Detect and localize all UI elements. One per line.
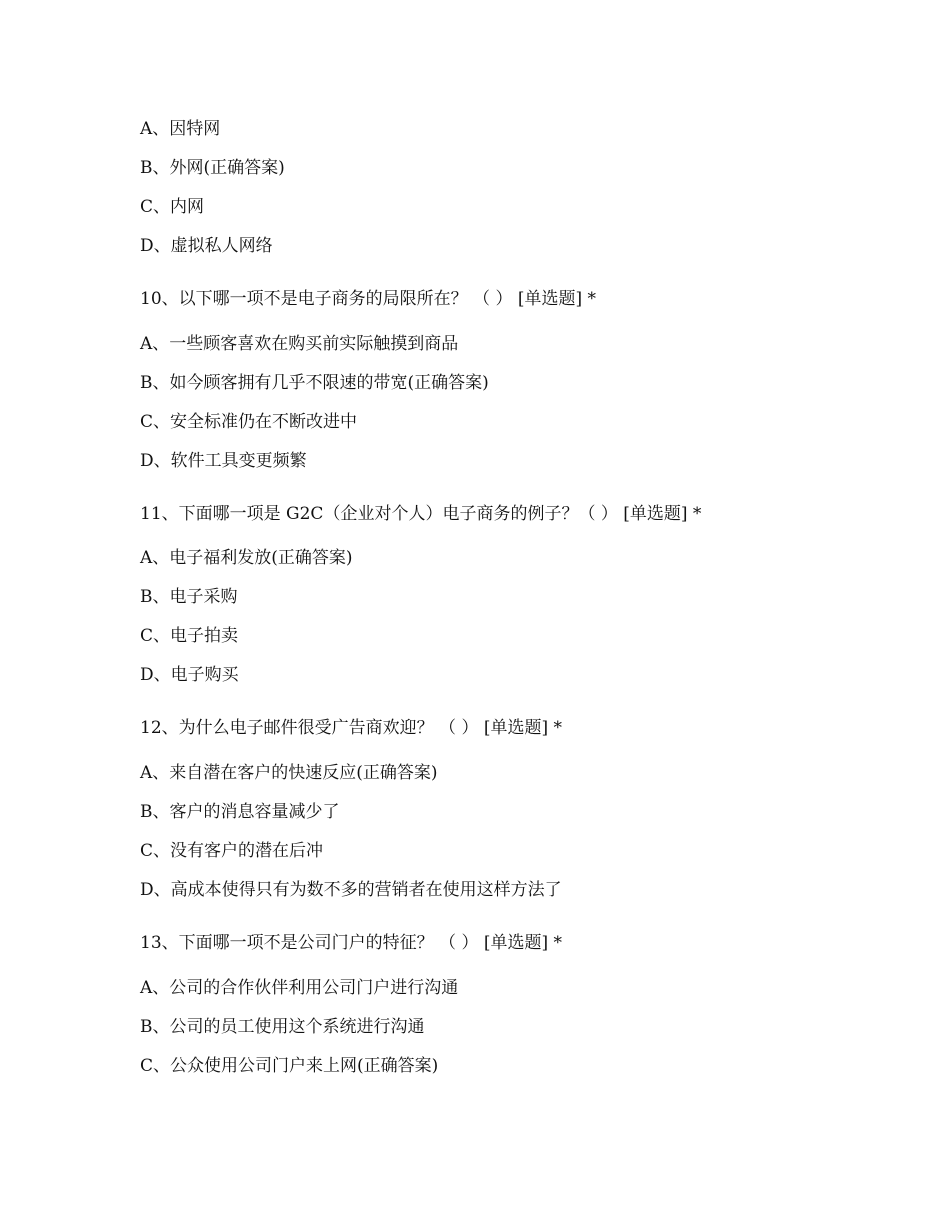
option-a: A、来自潜在客户的快速反应(正确答案): [140, 763, 438, 783]
question-13: 13、下面哪一项不是公司门户的特征？ （ ） [单选题] *: [140, 933, 563, 953]
option-b: B、如今顾客拥有几乎不限速的带宽(正确答案): [140, 373, 489, 393]
option-d: D、虚拟私人网络: [140, 236, 273, 256]
option-c: C、公众使用公司门户来上网(正确答案): [140, 1056, 439, 1076]
option-c: C、电子拍卖: [140, 626, 239, 646]
question-10: 10、以下哪一项不是电子商务的局限所在？ （ ） [单选题] *: [140, 289, 597, 309]
option-c: C、内网: [140, 197, 205, 217]
option-a: A、一些顾客喜欢在购买前实际触摸到商品: [140, 334, 459, 354]
option-d: D、软件工具变更频繁: [140, 451, 307, 471]
option-b: B、公司的员工使用这个系统进行沟通: [140, 1017, 425, 1037]
question-12: 12、为什么电子邮件很受广告商欢迎？ （ ） [单选题] *: [140, 718, 563, 738]
option-d: D、高成本使得只有为数不多的营销者在使用这样方法了: [140, 880, 562, 900]
option-a: A、公司的合作伙伴利用公司门户进行沟通: [140, 978, 459, 998]
option-b: B、电子采购: [140, 587, 238, 607]
option-a: A、因特网: [140, 119, 221, 139]
option-b: B、客户的消息容量减少了: [140, 802, 340, 822]
option-a: A、电子福利发放(正确答案): [140, 548, 353, 568]
option-b: B、外网(正确答案): [140, 158, 285, 178]
question-11: 11、下面哪一项是 G2C（企业对个人）电子商务的例子？（ ） [单选题] *: [140, 504, 702, 524]
option-d: D、电子购买: [140, 665, 239, 685]
option-c: C、安全标准仍在不断改进中: [140, 412, 358, 432]
option-c: C、没有客户的潜在后冲: [140, 841, 324, 861]
